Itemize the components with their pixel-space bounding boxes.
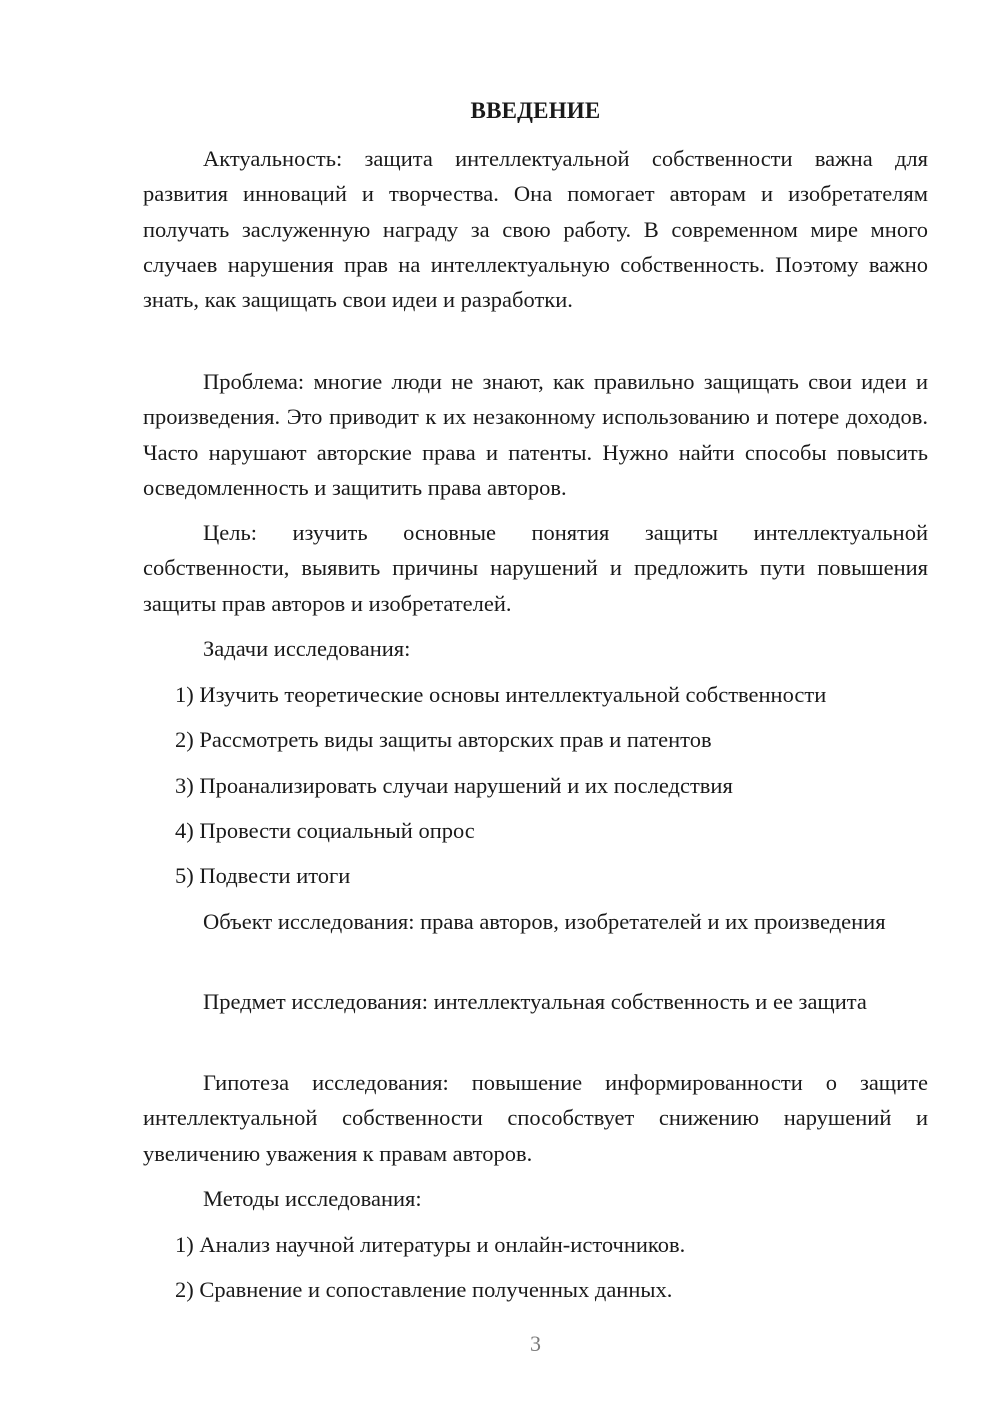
method-item-2: 2) Сравнение и сопоставление полученных данных. bbox=[175, 1277, 673, 1302]
section-heading: ВВЕДЕНИЕ bbox=[470, 98, 601, 123]
task-item-4: 4) Провести социальный опрос bbox=[175, 818, 475, 843]
task-item-1: 1) Изучить теоретические основы интеллектуальной собственности bbox=[175, 682, 827, 707]
task-item-5: 5) Подвести итоги bbox=[175, 863, 351, 888]
paragraph-problem: Проблема: многие люди не знают, как правильно защищать свои идеи и произведения. Это приводит к их незаконному использованию и потере доходов. Часто нарушают авторские права и патенты. Нужно найти способы повысить осведомленность и защитить права авторов. bbox=[143, 369, 928, 500]
method-item-1: 1) Анализ научной литературы и онлайн-источников. bbox=[175, 1232, 686, 1257]
methods-title: Методы исследования: bbox=[203, 1186, 422, 1211]
page-number: 3 bbox=[530, 1331, 541, 1356]
paragraph-object: Объект исследования: права авторов, изобретателей и их произведения bbox=[203, 909, 886, 934]
paragraph-hypothesis: Гипотеза исследования: повышение информированности о защите интеллектуальной собственности способствует снижению нарушений и увеличению уважения к правам авторов. bbox=[143, 1070, 928, 1166]
paragraph-relevance: Актуальность: защита интеллектуальной собственности важна для развития инноваций и творчества. Она помогает авторам и изобретателям получать заслуженную награду за свою работу. В современном мире много случаев нарушения прав на интеллектуальную собственность. Поэтому важно знать, как защищать свои идеи и разработки. bbox=[143, 146, 928, 313]
document-page bbox=[143, 0, 928, 1414]
task-item-2: 2) Рассмотреть виды защиты авторских прав и патентов bbox=[175, 727, 712, 752]
paragraph-subject: Предмет исследования: интеллектуальная собственность и ее защита bbox=[203, 989, 867, 1014]
tasks-title: Задачи исследования: bbox=[203, 636, 411, 661]
task-item-3: 3) Проанализировать случаи нарушений и их последствия bbox=[175, 773, 733, 798]
paragraph-goal: Цель: изучить основные понятия защиты интеллектуальной собственности, выявить причины нарушений и предложить пути повышения защиты прав авторов и изобретателей. bbox=[143, 520, 928, 616]
